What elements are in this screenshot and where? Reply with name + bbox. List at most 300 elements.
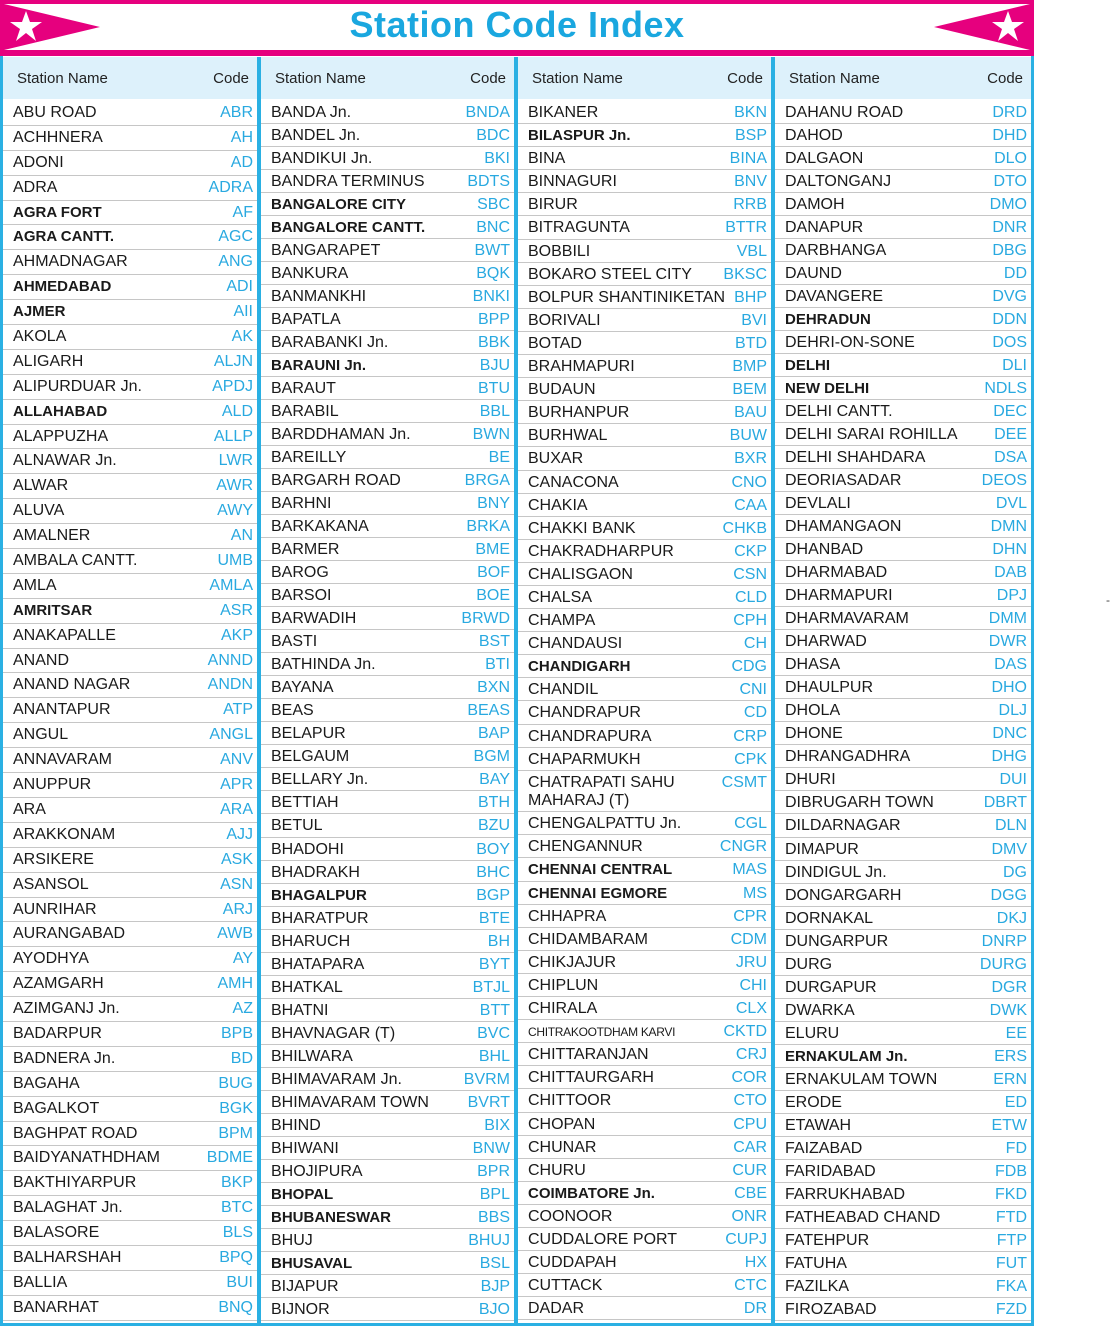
station-name: DARBHANGA	[785, 242, 887, 260]
station-row	[261, 791, 514, 814]
station-name: BASTI	[271, 633, 318, 651]
station-code: DDN	[992, 311, 1027, 329]
station-name: AMBALA CANTT.	[13, 552, 138, 570]
station-name: ETAWAH	[785, 1116, 852, 1134]
station-code: ALJN	[213, 352, 253, 370]
station-row	[261, 492, 514, 515]
station-name: CHAKRADHARPUR	[528, 542, 674, 560]
station-code: CPH	[733, 612, 767, 630]
station-row	[3, 549, 257, 574]
station-code: DGG	[990, 886, 1027, 904]
station-row	[3, 499, 257, 524]
station-row	[518, 101, 771, 124]
station-row	[3, 997, 257, 1022]
column-header	[775, 57, 1031, 99]
station-name: BHATKAL	[271, 978, 343, 996]
station-row	[518, 771, 771, 813]
station-row	[261, 1229, 514, 1252]
station-code: BTU	[478, 380, 510, 398]
station-row	[261, 331, 514, 354]
station-row	[775, 469, 1031, 492]
station-name: CHANDIGARH	[528, 658, 631, 676]
station-name: CHAPARMUKH	[528, 750, 641, 768]
station-row	[518, 1228, 771, 1251]
station-name: DHURI	[785, 771, 836, 789]
station-code: DHD	[992, 127, 1027, 145]
station-row	[3, 201, 257, 226]
station-row	[261, 584, 514, 607]
station-code: BKSC	[723, 265, 767, 283]
station-name: BHIWANI	[271, 1139, 339, 1157]
station-code: BPL	[479, 1185, 510, 1203]
station-code: AWY	[217, 502, 253, 520]
station-name: ERODE	[785, 1093, 842, 1111]
station-code: ADRA	[208, 178, 253, 196]
station-row	[261, 1298, 514, 1321]
station-row	[3, 1022, 257, 1047]
station-row	[518, 286, 771, 309]
station-row	[775, 400, 1031, 423]
station-code: CPK	[734, 750, 767, 768]
station-name: ANNAVARAM	[13, 751, 112, 769]
station-code: DGR	[991, 978, 1027, 996]
header-station-name: Station Name	[532, 69, 623, 87]
station-name: BAKTHIYARPUR	[13, 1174, 137, 1192]
station-name: AHMEDABAD	[13, 278, 112, 296]
station-code: AK	[231, 328, 253, 346]
station-row	[261, 653, 514, 676]
station-code: BTD	[735, 334, 767, 352]
station-row	[775, 1275, 1031, 1298]
station-name: CHURU	[528, 1161, 586, 1179]
station-row	[3, 773, 257, 798]
station-row	[3, 823, 257, 848]
station-code: BOE	[476, 587, 510, 605]
station-name: BILASPUR Jn.	[528, 127, 631, 145]
station-code: BWT	[474, 242, 510, 260]
station-code: DPJ	[996, 587, 1027, 605]
station-code: BAP	[477, 725, 510, 743]
station-code: BXN	[477, 679, 510, 697]
station-name: BAREILLY	[271, 449, 347, 467]
station-code: CSN	[733, 565, 767, 583]
station-name: BELGAUM	[271, 748, 350, 766]
station-code: SBC	[477, 196, 510, 214]
station-code: BBS	[477, 1208, 510, 1226]
station-code: FDB	[995, 1162, 1027, 1180]
station-name: BURHWAL	[528, 427, 608, 445]
station-row	[518, 401, 771, 424]
station-code: ABR	[220, 104, 253, 121]
station-code: BEAS	[467, 702, 510, 720]
station-name: BARMER	[271, 541, 340, 559]
station-row	[518, 563, 771, 586]
station-row	[775, 676, 1031, 699]
station-name: BORIVALI	[528, 311, 601, 329]
station-code: BNY	[477, 495, 510, 513]
station-row	[261, 1183, 514, 1206]
header-station-name: Station Name	[789, 69, 880, 87]
station-row	[3, 400, 257, 425]
station-name: BETUL	[271, 817, 323, 835]
station-row	[518, 748, 771, 771]
station-row	[3, 624, 257, 649]
station-row	[775, 101, 1031, 124]
station-row	[518, 332, 771, 355]
station-name: CHIKJAJUR	[528, 953, 617, 971]
station-name: DELHI CANTT.	[785, 403, 893, 421]
station-name: AGRA FORT	[13, 203, 102, 221]
station-row	[261, 814, 514, 837]
station-row	[3, 1246, 257, 1271]
station-row	[3, 1047, 257, 1072]
station-name: CUTTACK	[528, 1277, 603, 1295]
station-code: BNW	[472, 1139, 510, 1157]
station-code: UMB	[217, 552, 253, 570]
station-name: DURG	[785, 955, 833, 973]
station-name: DHARWAD	[785, 633, 867, 651]
station-row	[775, 907, 1031, 930]
station-code: BKN	[734, 104, 767, 121]
station-code: AH	[230, 128, 253, 146]
station-code: ONR	[731, 1207, 767, 1225]
header-code: Code	[987, 69, 1023, 87]
station-name: ANANTAPUR	[13, 701, 111, 719]
station-row	[775, 930, 1031, 953]
station-row	[261, 838, 514, 861]
station-row	[261, 285, 514, 308]
station-code: AMH	[217, 975, 253, 993]
station-row	[518, 1159, 771, 1182]
station-name: DHONE	[785, 725, 843, 743]
station-code: CAA	[734, 496, 767, 514]
station-row	[261, 124, 514, 147]
station-row	[518, 835, 771, 858]
station-code: BKP	[220, 1174, 253, 1192]
station-name: CHITTOOR	[528, 1092, 612, 1110]
station-name: BHAGALPUR	[271, 886, 367, 904]
station-code: AD	[230, 153, 253, 171]
station-code: AWB	[217, 925, 253, 943]
station-code: DKJ	[996, 909, 1027, 927]
station-row	[775, 768, 1031, 791]
title-banner	[0, 0, 1034, 56]
station-row	[261, 446, 514, 469]
header-code: Code	[213, 69, 249, 87]
station-name: DHARMAPURI	[785, 587, 893, 605]
station-row	[775, 838, 1031, 861]
station-code: DNRP	[981, 932, 1027, 950]
station-name: BHARATPUR	[271, 909, 369, 927]
station-row	[3, 300, 257, 325]
station-name: DHOLA	[785, 702, 841, 720]
station-name: AMLA	[13, 576, 57, 594]
station-name: BHAVNAGAR (T)	[271, 1024, 396, 1042]
station-name: DHAULPUR	[785, 679, 874, 697]
station-code: CNI	[739, 681, 767, 699]
station-row	[518, 812, 771, 835]
station-code: ETW	[991, 1116, 1027, 1134]
station-name: DALGAON	[785, 150, 864, 168]
station-name: ALIGARH	[13, 352, 84, 370]
station-name: CANACONA	[528, 473, 619, 491]
station-name: AURANGABAD	[13, 925, 126, 943]
station-code: BOF	[477, 564, 510, 582]
station-code: AMLA	[209, 576, 253, 594]
station-row	[518, 701, 771, 724]
station-row	[3, 898, 257, 923]
station-code: DLO	[994, 150, 1027, 168]
station-row	[775, 1022, 1031, 1045]
station-name: AZAMGARH	[13, 975, 104, 993]
station-name: CHIDAMBARAM	[528, 930, 649, 948]
station-name: BINNAGURI	[528, 173, 617, 191]
station-code: BXR	[734, 450, 767, 468]
station-row	[3, 798, 257, 823]
station-code: ASN	[220, 875, 253, 893]
station-row	[261, 884, 514, 907]
station-code: CKP	[734, 542, 767, 560]
station-list	[3, 99, 257, 1321]
station-code: HX	[744, 1254, 767, 1272]
station-name: BHADOHI	[271, 840, 344, 858]
station-row	[3, 649, 257, 674]
station-row	[261, 1022, 514, 1045]
station-name: ANUPPUR	[13, 776, 92, 794]
station-name: DHRANGADHRA	[785, 748, 911, 766]
station-row	[261, 170, 514, 193]
station-name: DEHRI-ON-SONE	[785, 334, 915, 352]
station-row	[261, 1160, 514, 1183]
station-row	[261, 768, 514, 791]
station-code: DURG	[979, 955, 1027, 973]
station-code: ANG	[218, 253, 253, 271]
station-row	[775, 124, 1031, 147]
station-code: DMN	[990, 518, 1027, 536]
station-code: DBRT	[983, 794, 1027, 812]
station-row	[775, 239, 1031, 262]
station-name: ADRA	[13, 178, 58, 196]
station-code: CTO	[733, 1092, 767, 1110]
station-name: BADARPUR	[13, 1024, 102, 1042]
station-row	[518, 240, 771, 263]
station-name: DIMAPUR	[785, 840, 859, 858]
station-row	[261, 930, 514, 953]
station-name: BANKURA	[271, 265, 349, 283]
station-row	[775, 1114, 1031, 1137]
station-name: FIROZABAD	[785, 1300, 877, 1318]
station-name: DADAR	[528, 1300, 585, 1318]
station-code: BTTR	[725, 219, 767, 237]
station-row	[3, 873, 257, 898]
station-row	[261, 423, 514, 446]
station-row	[261, 1275, 514, 1298]
station-code: CH	[743, 635, 767, 653]
station-code: FKD	[995, 1185, 1027, 1203]
station-code: DHG	[991, 748, 1027, 766]
station-code: CTC	[734, 1277, 767, 1295]
station-code: DOS	[992, 334, 1027, 352]
station-code: FKA	[995, 1277, 1027, 1295]
station-row	[518, 882, 771, 905]
station-row	[3, 275, 257, 300]
station-name: BITRAGUNTA	[528, 219, 630, 237]
station-code: ARJ	[222, 900, 253, 918]
station-column	[257, 57, 514, 1323]
station-row	[775, 216, 1031, 239]
station-row	[3, 673, 257, 698]
station-name: ACHHNERA	[13, 128, 103, 146]
station-code: APR	[220, 776, 253, 794]
station-name: DELHI	[785, 357, 830, 375]
station-row	[518, 1043, 771, 1066]
station-row	[518, 1113, 771, 1136]
station-name: BARABIL	[271, 403, 339, 421]
station-name: BANARHAT	[13, 1298, 99, 1316]
station-code: CPU	[733, 1115, 767, 1133]
station-name: BHUJ	[271, 1231, 313, 1249]
station-name: CHENNAI CENTRAL	[528, 861, 673, 879]
station-row	[261, 1068, 514, 1091]
station-name: ERNAKULAM Jn.	[785, 1047, 908, 1065]
margin-mark: -	[1106, 593, 1110, 607]
station-name: BANGALORE CANTT.	[271, 219, 426, 237]
header-station-name: Station Name	[17, 69, 108, 87]
station-row	[261, 354, 514, 377]
station-name: BAIDYANATHDHAM	[13, 1149, 160, 1167]
station-code: BMP	[732, 358, 767, 376]
station-row	[261, 607, 514, 630]
station-code: BDTS	[467, 173, 510, 191]
station-name: FATHEABAD CHAND	[785, 1208, 941, 1226]
station-code: BVC	[477, 1024, 510, 1042]
station-code: DLN	[994, 817, 1027, 835]
station-code: ALD	[221, 402, 253, 420]
station-name: ARAKKONAM	[13, 825, 116, 843]
station-row	[261, 515, 514, 538]
station-code: AGC	[218, 228, 253, 246]
station-name: CHENNAI EGMORE	[528, 884, 668, 902]
station-name: CHIRALA	[528, 1000, 598, 1018]
station-row	[261, 630, 514, 653]
station-name: ANAKAPALLE	[13, 626, 116, 644]
station-list	[775, 99, 1031, 1321]
station-code: BTT	[479, 1001, 510, 1019]
station-name: DURGAPUR	[785, 978, 877, 996]
station-code: CLX	[735, 1000, 767, 1018]
station-code: BHC	[476, 863, 510, 881]
station-name: BOBBILI	[528, 242, 591, 260]
station-row	[261, 699, 514, 722]
station-code: CPR	[733, 907, 767, 925]
station-row	[261, 1252, 514, 1275]
station-code: BJU	[479, 357, 510, 375]
station-name: DELHI SHAHDARA	[785, 449, 926, 467]
station-name: BARHNI	[271, 495, 332, 513]
station-name: BIKANER	[528, 104, 599, 121]
station-row	[775, 1091, 1031, 1114]
station-name: BUDAUN	[528, 381, 596, 399]
station-name: ERNAKULAM TOWN	[785, 1070, 938, 1088]
station-code: AKP	[220, 626, 253, 644]
station-code: BVI	[741, 311, 767, 329]
station-code: CKTD	[723, 1023, 767, 1041]
station-name: CHOPAN	[528, 1115, 596, 1133]
station-code: BDME	[206, 1149, 253, 1167]
station-row	[3, 1146, 257, 1171]
station-row	[518, 263, 771, 286]
station-row	[518, 858, 771, 881]
station-row	[518, 951, 771, 974]
station-row	[261, 216, 514, 239]
station-code: BUG	[218, 1074, 253, 1092]
station-code: DNC	[992, 725, 1027, 743]
station-code: DEE	[994, 426, 1027, 444]
station-name: CHITRAKOOTDHAM KARVI	[528, 1025, 676, 1040]
station-name: BHUSAVAL	[271, 1254, 353, 1272]
station-code: DHO	[991, 679, 1027, 697]
page-title: Station Code Index	[349, 4, 685, 45]
station-row	[775, 308, 1031, 331]
station-name: FATUHA	[785, 1254, 847, 1272]
station-name: BHARUCH	[271, 932, 351, 950]
station-name: BELAPUR	[271, 725, 346, 743]
station-name: CHALISGAON	[528, 565, 633, 583]
station-code: DBG	[992, 242, 1027, 260]
station-name: DHAMANGAON	[785, 518, 902, 536]
station-name: BANDIKUI Jn.	[271, 150, 373, 168]
station-row	[775, 538, 1031, 561]
station-name: CHAKIA	[528, 496, 588, 514]
station-code: BUI	[226, 1273, 253, 1291]
station-name: BETTIAH	[271, 794, 339, 812]
station-row	[261, 1045, 514, 1068]
station-code: CUR	[732, 1161, 767, 1179]
station-row	[3, 972, 257, 997]
station-name: DALTONGANJ	[785, 173, 892, 191]
station-code: BBL	[479, 403, 510, 421]
station-name: FAIZABAD	[785, 1139, 863, 1157]
station-name: BALASORE	[13, 1224, 100, 1242]
station-name: AZIMGANJ Jn.	[13, 1000, 120, 1018]
station-code: DTO	[993, 173, 1027, 191]
station-name: CUDDAPAH	[528, 1254, 617, 1272]
station-name: BRAHMAPURI	[528, 358, 635, 376]
station-row	[261, 1137, 514, 1160]
station-name: AMALNER	[13, 527, 91, 545]
station-row	[775, 1206, 1031, 1229]
station-code: BTH	[478, 794, 510, 812]
station-name: DINDIGUL Jn.	[785, 863, 887, 881]
station-row	[261, 308, 514, 331]
station-code: EE	[1005, 1024, 1027, 1042]
station-row	[261, 400, 514, 423]
station-code: MAS	[732, 861, 767, 879]
station-row	[518, 974, 771, 997]
station-name: AJMER	[13, 303, 66, 321]
station-code: BNDA	[465, 104, 510, 121]
station-code: ADI	[226, 278, 253, 296]
station-code: CBE	[734, 1184, 767, 1202]
station-code: BPB	[220, 1024, 253, 1042]
station-row	[775, 607, 1031, 630]
station-row	[3, 698, 257, 723]
station-code: DAS	[994, 656, 1027, 674]
station-name: ELURU	[785, 1024, 840, 1042]
station-name: BARAUT	[271, 380, 336, 398]
station-row	[775, 745, 1031, 768]
station-row	[775, 262, 1031, 285]
